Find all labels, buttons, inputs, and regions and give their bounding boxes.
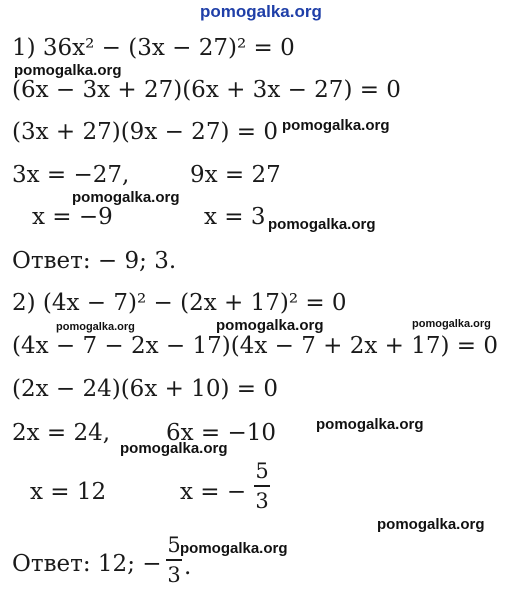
answer-period: .: [184, 554, 192, 580]
fraction-numerator: 5: [167, 533, 181, 557]
watermark: pomogalka.org: [72, 189, 180, 206]
watermark: pomogalka.org: [268, 216, 376, 233]
problem-1-step-1: (6x − 3x + 27)(6x + 3x − 27) = 0: [12, 77, 401, 103]
problem-1-root-2: x = 3: [204, 204, 266, 230]
watermark: pomogalka.org: [282, 117, 390, 134]
fraction-bar: [254, 485, 270, 487]
watermark: pomogalka.org: [56, 321, 135, 333]
fraction-bar: [166, 559, 182, 561]
problem-1-step-3a: 3x = −27,: [12, 162, 130, 188]
watermark: pomogalka.org: [412, 318, 491, 330]
problem-2-root-1: x = 12: [30, 479, 107, 505]
watermark-top: pomogalka.org: [200, 2, 322, 21]
problem-2-answer-prefix: Ответ: 12; −: [12, 551, 162, 577]
fraction-denominator: 3: [167, 563, 181, 587]
problem-2-step-1: (4x − 7 − 2x − 17)(4x − 7 + 2x + 17) = 0: [12, 333, 498, 359]
fraction-numerator: 5: [255, 459, 269, 483]
watermark: pomogalka.org: [316, 416, 424, 433]
problem-1-step-3b: 9x = 27: [190, 162, 281, 188]
watermark: pomogalka.org: [377, 516, 485, 533]
fraction-denominator: 3: [255, 489, 269, 513]
answer-fraction: [166, 533, 182, 587]
problem-1-answer: Ответ: − 9; 3.: [12, 248, 177, 274]
problem-2-equation: 2) (4x − 7)² − (2x + 17)² = 0: [12, 290, 347, 316]
problem-2-step-3a: 2x = 24,: [12, 420, 111, 446]
watermark: pomogalka.org: [120, 440, 228, 457]
problem-2-root-2-prefix: x = −: [180, 479, 247, 505]
watermark: pomogalka.org: [180, 540, 288, 557]
fraction-five-thirds: [254, 459, 270, 513]
watermark: pomogalka.org: [216, 317, 324, 334]
problem-2-step-3b: 6x = −10: [166, 420, 277, 446]
watermark: pomogalka.org: [14, 62, 122, 79]
problem-1-root-1: x = −9: [32, 204, 113, 230]
problem-1-step-2: (3x + 27)(9x − 27) = 0: [12, 119, 278, 145]
problem-2-step-2: (2x − 24)(6x + 10) = 0: [12, 376, 278, 402]
problem-1-equation: 1) 36x² − (3x − 27)² = 0: [12, 35, 295, 61]
